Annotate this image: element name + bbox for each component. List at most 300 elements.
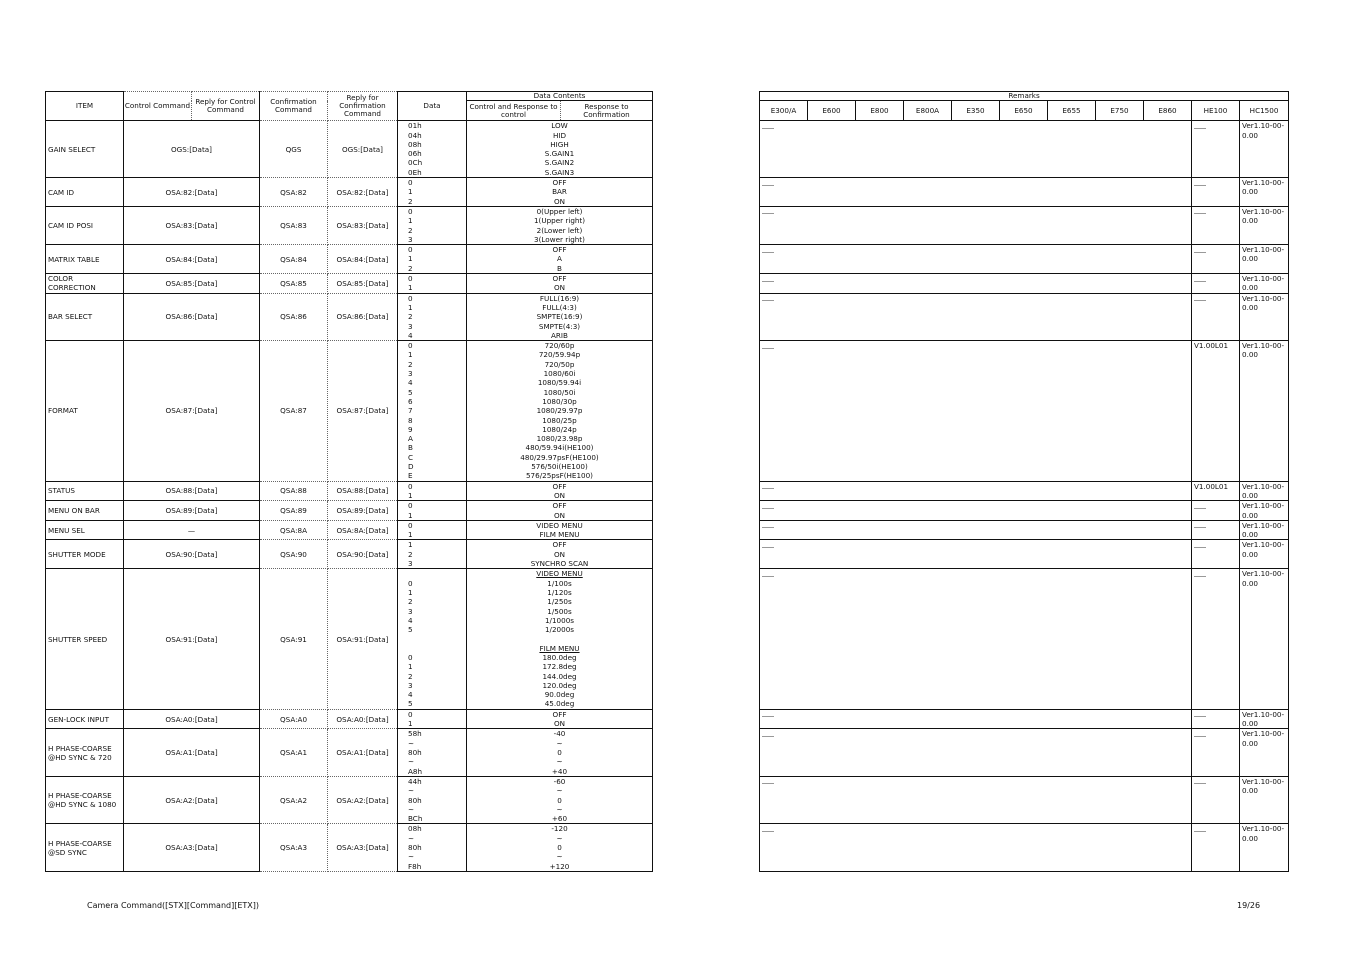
data-value: 1: [408, 587, 413, 597]
data-value: 5: [408, 387, 413, 397]
data-value: 0: [408, 578, 413, 588]
content-value: -60: [553, 776, 566, 786]
content-value: 1080/30p: [542, 396, 577, 406]
data-value: 0: [408, 709, 413, 719]
control-command: OSA:87:[Data]: [124, 341, 260, 482]
data-value: 44h: [408, 776, 422, 786]
content-value: LOW: [551, 121, 568, 131]
row-gap: [653, 293, 760, 341]
confirmation-command: QSA:87: [260, 341, 328, 482]
dash-mark: [1194, 527, 1206, 528]
reply-confirmation: OSA:A0:[Data]: [328, 709, 398, 729]
remark-hc1500: Ver1.10-00-0.00: [1240, 501, 1289, 521]
control-command: OSA:88:[Data]: [124, 481, 260, 501]
data-values: [398, 540, 467, 569]
confirmation-command: QSA:91: [260, 569, 328, 710]
reply-confirmation: OSA:86:[Data]: [328, 293, 398, 341]
control-command: OGS:[Data]: [124, 121, 260, 178]
remark-he100: [1192, 540, 1240, 569]
reply-confirmation: OSA:91:[Data]: [328, 569, 398, 710]
remarks-models: [760, 569, 1192, 710]
confirmation-command: QSA:A1: [260, 729, 328, 777]
table-row: [46, 824, 1289, 872]
content-value: 172.8deg: [542, 662, 577, 672]
content-value: ~: [556, 804, 563, 814]
remarks-models: [760, 520, 1192, 540]
data-contents: [467, 824, 653, 872]
model-e650: E650: [1000, 101, 1048, 121]
remarks-models: [760, 824, 1192, 872]
confirmation-command: QSA:85: [260, 274, 328, 294]
row-gap: [653, 178, 760, 207]
data-value: [408, 634, 464, 643]
data-value: 1: [408, 662, 413, 672]
content-value: ~: [556, 757, 563, 767]
item-name: BAR SELECT: [46, 293, 124, 341]
control-command: OSA:82:[Data]: [124, 178, 260, 207]
confirmation-command: QSA:A0: [260, 709, 328, 729]
data-value: 1: [408, 510, 413, 520]
remarks-models: [760, 341, 1192, 482]
dash-mark: [762, 547, 774, 548]
data-value: 1: [408, 530, 413, 540]
confirmation-command: QSA:82: [260, 178, 328, 207]
table-row: [46, 520, 1289, 540]
data-value: 80h: [408, 843, 422, 852]
data-value: 4: [408, 378, 413, 388]
content-value: ~: [556, 786, 563, 796]
data-contents: [467, 520, 653, 540]
content-value: 1080/50i: [543, 387, 576, 397]
content-value: 1080/24p: [542, 424, 577, 434]
data-contents: [467, 709, 653, 729]
item-name: H PHASE-COARSE @HD SYNC & 720: [46, 729, 124, 777]
content-value: 576/50i(HE100): [531, 462, 588, 471]
model-e655: E655: [1048, 101, 1096, 121]
remark-he100: [1192, 178, 1240, 207]
reply-confirmation: OSA:85:[Data]: [328, 274, 398, 294]
data-value: 0: [408, 274, 413, 284]
table-row: [46, 776, 1289, 824]
dash-mark: [762, 576, 774, 577]
item-name: CAM ID POSI: [46, 206, 124, 244]
content-value: [469, 634, 650, 643]
header-remarks: Remarks: [760, 92, 1289, 101]
data-value: 2: [408, 597, 413, 607]
data-values: [398, 178, 467, 207]
data-contents: [467, 341, 653, 482]
remark-he100: [1192, 824, 1240, 872]
data-contents: [467, 245, 653, 274]
content-value: S.GAIN2: [544, 158, 575, 168]
data-values: [398, 709, 467, 729]
table-row: [46, 341, 1289, 482]
header-confirmation-command: Confirmation Command: [260, 92, 328, 121]
data-value: 2: [408, 671, 413, 681]
model-he100: HE100: [1192, 101, 1240, 121]
data-value: 1: [408, 302, 413, 312]
content-value: 180.0deg: [542, 652, 577, 662]
data-value: 1: [408, 187, 413, 197]
data-value: ~: [408, 833, 415, 843]
command-table-page: [45, 91, 1288, 872]
header-control-response: Control and Response to control: [467, 101, 561, 121]
data-contents: [467, 121, 653, 178]
control-command: OSA:A3:[Data]: [124, 824, 260, 872]
data-value: 80h: [408, 795, 422, 805]
content-value: 1080/60i: [543, 369, 576, 379]
data-value: C: [408, 452, 414, 462]
remark-hc1500: Ver1.10-00-0.00: [1240, 121, 1289, 178]
remarks-models: [760, 729, 1192, 777]
content-value: B: [557, 263, 562, 273]
model-e300a: E300/A: [760, 101, 808, 121]
remark-hc1500: Ver1.10-00-0.00: [1240, 341, 1289, 482]
remarks-models: [760, 121, 1192, 178]
content-value: 1/120s: [547, 587, 572, 597]
camera-command-table: [45, 91, 1289, 872]
remark-he100: [1192, 206, 1240, 244]
content-value: ~: [556, 833, 563, 843]
data-value: A: [408, 434, 413, 444]
page-number: 19/26: [1237, 901, 1261, 910]
control-command: OSA:A2:[Data]: [124, 776, 260, 824]
data-values: [398, 274, 467, 294]
table-row: [46, 121, 1289, 178]
row-gap: [653, 824, 760, 872]
content-value: SYNCHRO SCAN: [530, 559, 589, 569]
content-value: 1(Upper right): [533, 216, 586, 226]
dash-mark: [762, 783, 774, 784]
data-value: 0Ch: [408, 158, 423, 168]
content-value: HID: [552, 130, 567, 140]
dash-mark: [1194, 213, 1206, 214]
table-row: [46, 729, 1289, 777]
remarks-models: [760, 206, 1192, 244]
table-row: [46, 709, 1289, 729]
remark-he100: [1192, 121, 1240, 178]
dash-mark: [1194, 547, 1206, 548]
reply-confirmation: OSA:A2:[Data]: [328, 776, 398, 824]
confirmation-command: QSA:8A: [260, 520, 328, 540]
item-name: H PHASE-COARSE @HD SYNC & 1080: [46, 776, 124, 824]
remarks-models: [760, 178, 1192, 207]
reply-confirmation: OGS:[Data]: [328, 121, 398, 178]
confirmation-command: QSA:83: [260, 206, 328, 244]
control-command: OSA:A1:[Data]: [124, 729, 260, 777]
model-e350: E350: [952, 101, 1000, 121]
dash-mark: [762, 300, 774, 301]
row-gap: [653, 341, 760, 482]
remark-he100: [1192, 293, 1240, 341]
data-value: 3: [408, 559, 413, 569]
remark-he100: [1192, 569, 1240, 710]
content-value: -40: [553, 729, 566, 739]
data-contents: [467, 776, 653, 824]
header-control-command: Control Command: [124, 92, 192, 121]
content-value: VIDEO MENU: [536, 520, 583, 530]
confirmation-command: QSA:90: [260, 540, 328, 569]
content-value: +40: [551, 766, 568, 776]
data-value: 1: [408, 719, 413, 729]
data-value: 6: [408, 396, 413, 406]
data-value: 4: [408, 690, 413, 700]
data-values: [398, 501, 467, 521]
remark-hc1500: Ver1.10-00-0.00: [1240, 520, 1289, 540]
remark-he100: [1192, 520, 1240, 540]
data-value: 4: [408, 330, 413, 340]
data-value: ~: [408, 757, 415, 767]
data-values: [398, 481, 467, 501]
content-value: +120: [549, 861, 570, 871]
data-value: 3: [408, 680, 413, 690]
content-value: ~: [556, 852, 563, 862]
control-command: OSA:86:[Data]: [124, 293, 260, 341]
content-value: SMPTE(4:3): [538, 321, 581, 331]
data-values: [398, 206, 467, 244]
header-reply-control: Reply for Control Command: [192, 92, 260, 121]
data-value: BCh: [408, 814, 423, 824]
model-e800a: E800A: [904, 101, 952, 121]
data-values: [398, 121, 467, 178]
dash-mark: [762, 348, 774, 349]
model-hc1500: HC1500: [1240, 101, 1289, 121]
item-name: CAM ID: [46, 178, 124, 207]
content-value: 1080/59.94i: [537, 378, 582, 388]
remarks-models: [760, 709, 1192, 729]
content-value: OFF: [552, 178, 567, 188]
dash-mark: [1194, 576, 1206, 577]
control-command: OSA:85:[Data]: [124, 274, 260, 294]
data-value: 3: [408, 321, 413, 331]
row-gap: [653, 776, 760, 824]
content-value: 720/50p: [544, 359, 575, 369]
data-values: [398, 729, 467, 777]
reply-confirmation: OSA:87:[Data]: [328, 341, 398, 482]
dash-mark: [1194, 252, 1206, 253]
row-gap: [653, 540, 760, 569]
remark-he100: [1192, 709, 1240, 729]
remark-he100: [1192, 501, 1240, 521]
dash-mark: [762, 716, 774, 717]
dash-mark: [762, 281, 774, 282]
content-value: 3(Lower right): [534, 234, 585, 244]
confirmation-command: QSA:A3: [260, 824, 328, 872]
item-name: COLOR CORRECTION: [46, 274, 124, 294]
data-value: 04h: [408, 130, 422, 140]
remark-he100: [1192, 729, 1240, 777]
remark-hc1500: Ver1.10-00-0.00: [1240, 569, 1289, 710]
item-name: SHUTTER SPEED: [46, 569, 124, 710]
model-e600: E600: [808, 101, 856, 121]
confirmation-command: QSA:89: [260, 501, 328, 521]
content-value: VIDEO MENU: [536, 569, 583, 579]
item-name: GEN-LOCK INPUT: [46, 709, 124, 729]
data-value: 4: [408, 615, 413, 625]
remark-hc1500: Ver1.10-00-0.00: [1240, 178, 1289, 207]
content-value: 720/59.94p: [538, 350, 581, 360]
data-value: A8h: [408, 766, 423, 776]
content-value: A: [557, 254, 562, 264]
data-value: 0: [408, 341, 413, 351]
data-value: 9: [408, 424, 413, 434]
row-gap: [653, 729, 760, 777]
content-value: FILM MENU: [539, 643, 580, 653]
data-value: 2: [408, 263, 413, 273]
data-value: 7: [408, 406, 413, 416]
content-value: 144.0deg: [542, 671, 577, 681]
content-value: 0(Upper left): [536, 206, 583, 216]
reply-confirmation: OSA:A3:[Data]: [328, 824, 398, 872]
table-row: [46, 540, 1289, 569]
remark-hc1500: Ver1.10-00-0.00: [1240, 540, 1289, 569]
content-value: 1/250s: [547, 597, 572, 607]
data-contents: [467, 293, 653, 341]
content-value: OFF: [552, 540, 567, 550]
content-value: S.GAIN3: [544, 167, 575, 177]
data-value: B: [408, 443, 413, 453]
table-row: [46, 569, 1289, 710]
data-value: 2: [408, 225, 413, 235]
content-value: 1/2000s: [544, 625, 575, 635]
remark-hc1500: Ver1.10-00-0.00: [1240, 776, 1289, 824]
row-gap: [653, 121, 760, 178]
model-e750: E750: [1096, 101, 1144, 121]
content-value: 0: [557, 748, 562, 757]
content-value: 1080/29.97p: [536, 406, 583, 416]
data-value: 1: [408, 490, 413, 500]
data-contents: [467, 540, 653, 569]
content-value: ARIB: [551, 330, 568, 340]
content-value: +60: [551, 814, 568, 824]
content-value: ON: [553, 549, 566, 559]
item-name: MATRIX TABLE: [46, 245, 124, 274]
remark-hc1500: Ver1.10-00-0.00: [1240, 824, 1289, 872]
data-value: 3: [408, 606, 413, 616]
data-value: 1: [408, 216, 413, 226]
reply-confirmation: OSA:88:[Data]: [328, 481, 398, 501]
data-value: ~: [408, 804, 415, 814]
remarks-models: [760, 274, 1192, 294]
confirmation-command: QSA:86: [260, 293, 328, 341]
data-contents: [467, 206, 653, 244]
dash-mark: [1194, 716, 1206, 717]
data-value: E: [408, 471, 413, 481]
dash-mark: [762, 527, 774, 528]
data-value: 1: [408, 283, 413, 293]
data-value: [408, 644, 464, 653]
data-value: 06h: [408, 149, 422, 159]
content-value: OFF: [552, 481, 567, 491]
control-command: OSA:83:[Data]: [124, 206, 260, 244]
content-value: 45.0deg: [544, 699, 575, 709]
content-value: ON: [553, 510, 566, 520]
content-value: 480/59.94i(HE100): [525, 443, 594, 453]
item-name: STATUS: [46, 481, 124, 501]
table-row: [46, 274, 1289, 294]
data-value: 08h: [408, 139, 422, 149]
data-value: 0: [408, 520, 413, 530]
data-value: 2: [408, 196, 413, 206]
row-gap: [653, 481, 760, 501]
content-value: ON: [553, 719, 566, 729]
remark-he100: [1192, 776, 1240, 824]
content-value: OFF: [552, 709, 567, 719]
content-value: FILM MENU: [539, 530, 580, 540]
item-name: FORMAT: [46, 341, 124, 482]
data-value: 0: [408, 206, 413, 216]
dash-mark: [762, 736, 774, 737]
remark-he100: V1.00L01: [1192, 341, 1240, 482]
remark-hc1500: Ver1.10-00-0.00: [1240, 206, 1289, 244]
data-value: 0: [408, 501, 413, 511]
remarks-models: [760, 776, 1192, 824]
row-gap: [653, 569, 760, 710]
dash-mark: [1194, 508, 1206, 509]
data-value: ~: [408, 738, 415, 748]
remark-he100: [1192, 245, 1240, 274]
footer-title: Camera Command([STX][Command][ETX]): [87, 901, 260, 910]
dash-mark: [1194, 736, 1206, 737]
content-value: OFF: [552, 501, 567, 511]
data-contents: [467, 729, 653, 777]
table-body: [46, 121, 1289, 872]
data-value: 2: [408, 549, 413, 559]
content-value: 90.0deg: [544, 690, 575, 700]
data-value: 5: [408, 699, 413, 709]
confirmation-command: QSA:88: [260, 481, 328, 501]
content-value: 120.0deg: [542, 680, 577, 690]
content-value: ON: [553, 196, 566, 206]
content-value: ON: [553, 490, 566, 500]
remarks-models: [760, 540, 1192, 569]
dash-mark: [762, 185, 774, 186]
data-value: F8h: [408, 861, 422, 871]
item-name: H PHASE-COARSE @SD SYNC: [46, 824, 124, 872]
reply-confirmation: OSA:89:[Data]: [328, 501, 398, 521]
row-gap: [653, 206, 760, 244]
content-value: SMPTE(16:9): [536, 312, 583, 322]
control-command: OSA:90:[Data]: [124, 540, 260, 569]
reply-confirmation: OSA:A1:[Data]: [328, 729, 398, 777]
confirmation-command: QSA:84: [260, 245, 328, 274]
header-gap: [653, 92, 760, 121]
remark-hc1500: Ver1.10-00-0.00: [1240, 729, 1289, 777]
content-value: 0: [557, 795, 562, 805]
data-contents: [467, 274, 653, 294]
content-value: ON: [553, 283, 566, 293]
dash-mark: [1194, 281, 1206, 282]
data-value: ~: [408, 786, 415, 796]
content-value: 576/25psF(HE100): [525, 471, 593, 481]
data-value: 0: [408, 293, 413, 303]
data-value: 8: [408, 415, 413, 425]
reply-confirmation: OSA:82:[Data]: [328, 178, 398, 207]
control-command: —: [124, 520, 260, 540]
data-values: [398, 245, 467, 274]
content-value: OFF: [552, 274, 567, 284]
header-item: ITEM: [46, 92, 124, 121]
data-value: 5: [408, 625, 413, 635]
data-value: [408, 569, 464, 578]
dash-mark: [1194, 185, 1206, 186]
content-value: 480/29.97psF(HE100): [520, 452, 599, 462]
table-row: [46, 501, 1289, 521]
header-data: Data: [398, 92, 467, 121]
data-values: [398, 341, 467, 482]
table-row: [46, 178, 1289, 207]
data-values: [398, 776, 467, 824]
